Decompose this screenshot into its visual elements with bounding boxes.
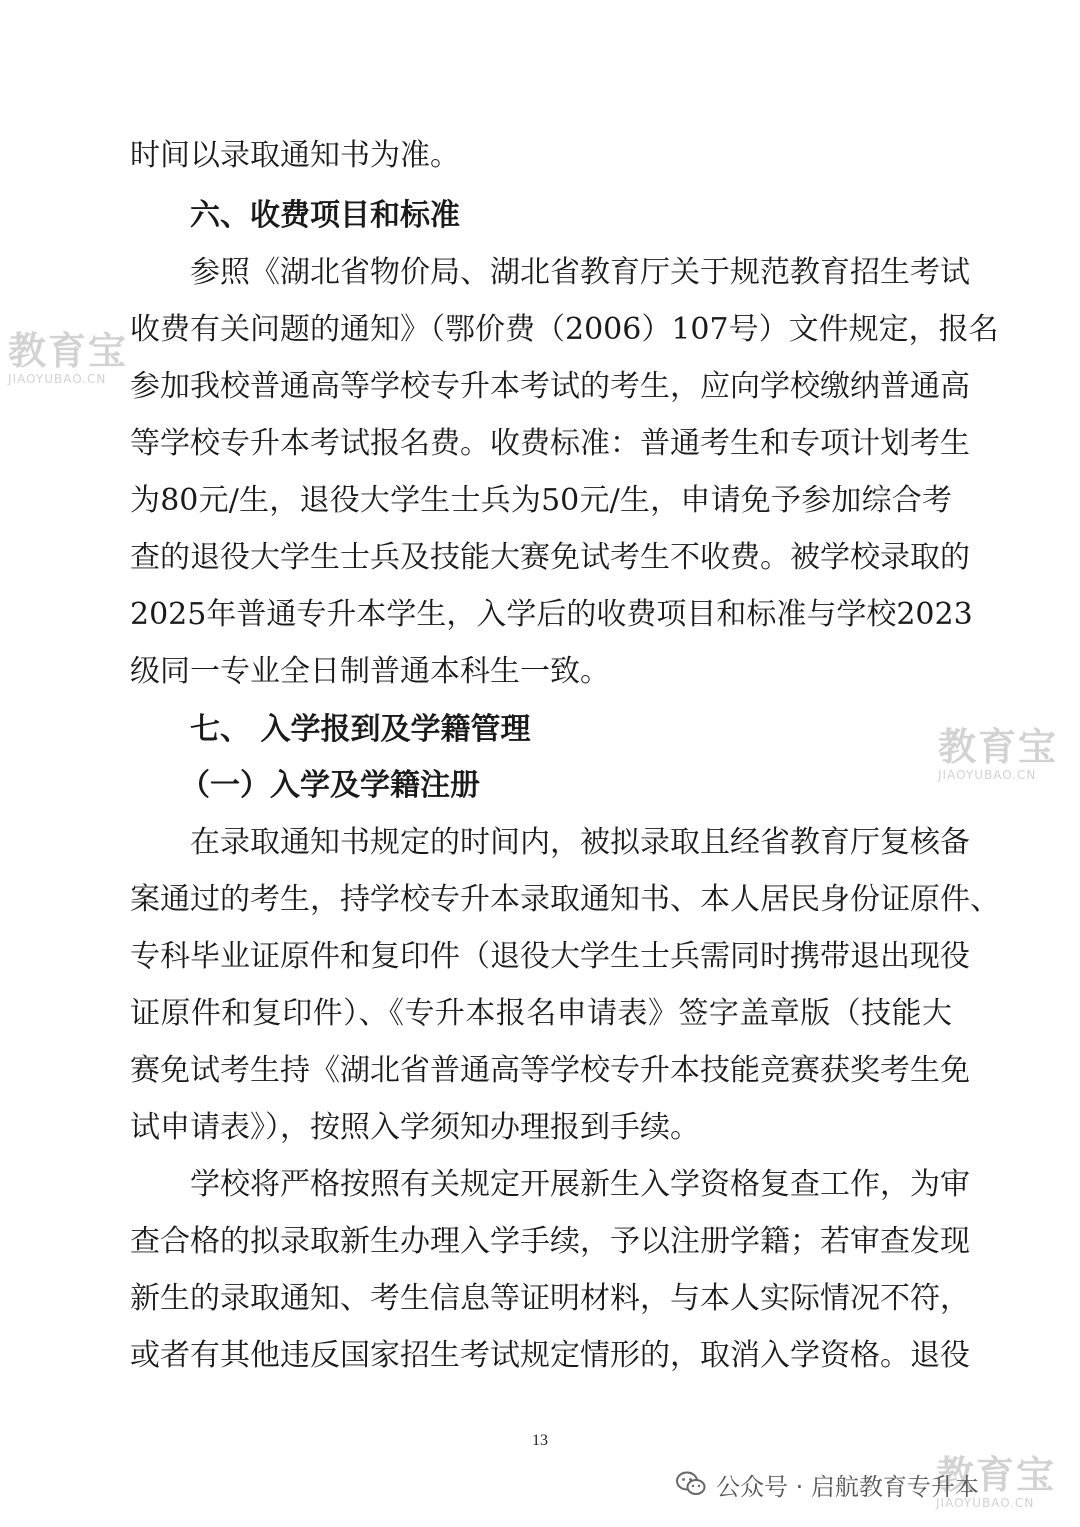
paragraph-line: 为80元/生，退役大学生士兵为50元/生，申请免予参加综合考: [130, 483, 952, 518]
watermark-sub-text: JIAOYUBAO.CN: [938, 768, 1037, 782]
watermark-right: [938, 726, 1058, 782]
paragraph-line: 试申请表》），按照入学须知办理报到手续。: [130, 1110, 700, 1145]
paragraph-line: 2025年普通专升本学生，入学后的收费项目和标准与学校2023: [130, 597, 973, 632]
watermark-sub-text: JIAOYUBAO.CN: [8, 372, 107, 386]
wechat-icon: [676, 1471, 706, 1497]
paragraph-line: 案通过的考生，持学校专升本录取通知书、本人居民身份证原件、: [130, 882, 1000, 917]
paragraph-line: 或者有其他违反国家招生考试规定情形的，取消入学资格。退役: [130, 1338, 970, 1373]
wechat-account-footer[interactable]: [676, 1464, 979, 1504]
paragraph-line: 学校将严格按照有关规定开展新生入学资格复查工作，为审: [190, 1167, 970, 1202]
watermark-main-text: 教育宝: [8, 329, 129, 373]
paragraph-line: 等学校专升本考试报名费。收费标准：普通考生和专项计划考生: [130, 426, 970, 461]
watermark-left: [8, 330, 128, 386]
paragraph-line: 查的退役大学生士兵及技能大赛免试考生不收费。被学校录取的: [130, 540, 970, 575]
paragraph-line: 参加我校普通高等学校专升本考试的考生，应向学校缴纳普通高: [130, 369, 970, 404]
paragraph-line: 级同一专业全日制普通本科生一致。: [130, 654, 610, 689]
paragraph-line: 专科毕业证原件和复印件（退役大学生士兵需同时携带退出现役: [130, 939, 970, 974]
paragraph-line: 在录取通知书规定的时间内，被拟录取且经省教育厅复核备: [190, 825, 970, 860]
paragraph-line: 时间以录取通知书为准。: [130, 138, 460, 173]
wechat-account-label: 公众号 · 启航教育专升本: [716, 1472, 979, 1501]
paragraph-line: 证原件和复印件）、《专升本报名申请表》签字盖章版（技能大: [130, 996, 952, 1031]
paragraph-line: 新生的录取通知、考生信息等证明材料，与本人实际情况不符，: [130, 1281, 970, 1316]
page-number: 13: [532, 1432, 548, 1449]
paragraph-line: 查合格的拟录取新生办理入学手续，予以注册学籍；若审查发现: [130, 1224, 970, 1259]
watermark-main-text: 教育宝: [938, 725, 1059, 769]
watermark-sub-text: JIAOYUBAO.CN: [936, 1496, 1035, 1510]
paragraph-line: 赛免试考生持《湖北省普通高等学校专升本技能竞赛获奖考生免: [130, 1053, 970, 1088]
paragraph-line: 参照《湖北省物价局、湖北省教育厅关于规范教育招生考试: [190, 255, 970, 290]
paragraph-line: 收费有关问题的通知》（鄂价费（2006）107号）文件规定，报名: [130, 312, 999, 347]
section-heading-fees: 六、收费项目和标准: [190, 198, 460, 233]
section-heading-enrollment: 七、 入学报到及学籍管理: [190, 712, 531, 747]
subsection-heading-registration: （一）入学及学籍注册: [180, 768, 480, 803]
watermark-main-text: 教育宝: [936, 1453, 1057, 1497]
